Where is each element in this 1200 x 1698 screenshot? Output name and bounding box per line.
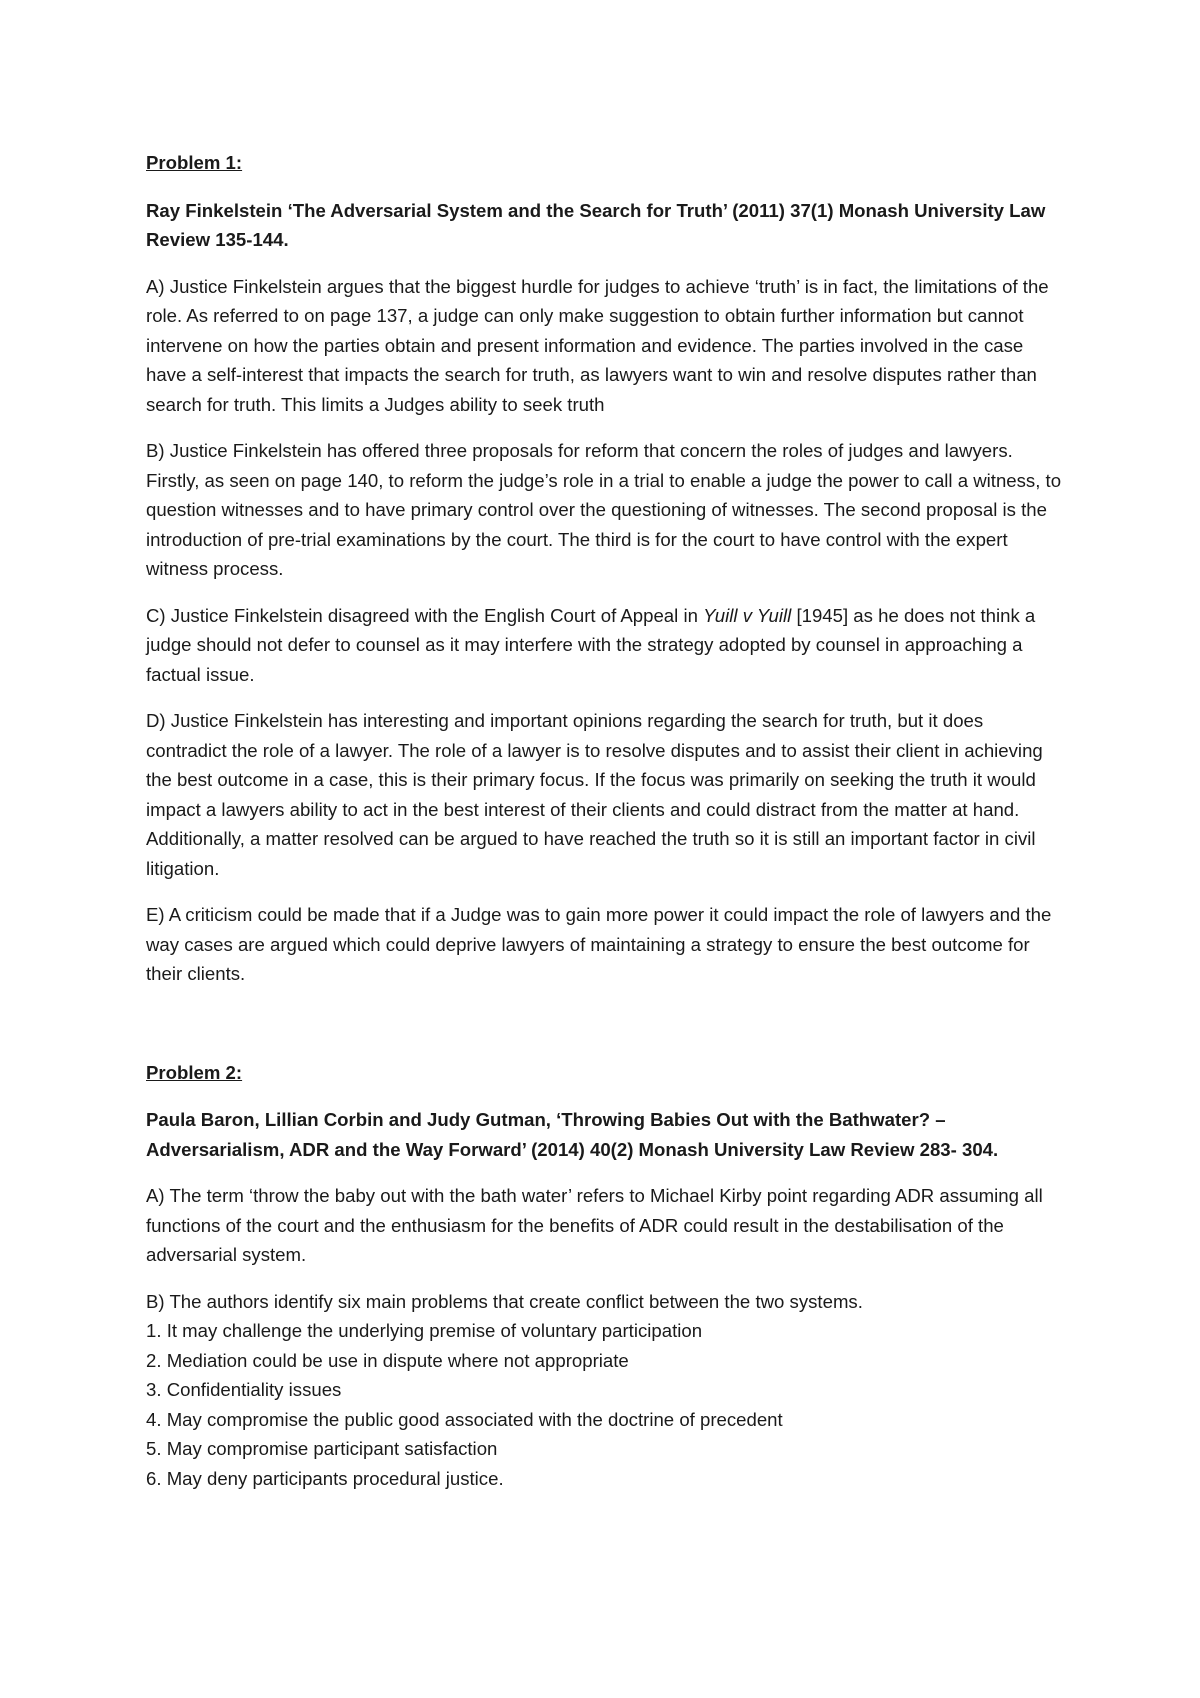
answer-text: The authors identify six main problems that create conflict between the two systems. — [169, 1290, 863, 1312]
list-item — [146, 1375, 1066, 1405]
list-number: 4. — [146, 1408, 162, 1430]
problem-1-answer-b — [146, 436, 1066, 584]
list-text: May compromise the public good associated with the doctrine of precedent — [166, 1408, 783, 1430]
problem-2-citation: Paula Baron, Lillian Corbin and Judy Gutman, ‘Throwing Babies Out with the Bathwater? – Adversarialism, ADR and the Way Forward’ (2014) 40(2) Monash University Law Review 283- 304. — [146, 1109, 999, 1160]
problem-2-answer-a — [146, 1181, 1066, 1270]
answer-label: B) — [146, 440, 165, 461]
answer-label: A) — [146, 1185, 165, 1206]
answer-b-intro — [146, 1287, 1066, 1317]
problem-2-heading: Problem 2: — [146, 1061, 243, 1083]
list-text: Mediation could be use in dispute where not appropriate — [166, 1349, 629, 1371]
section-spacer — [146, 1006, 1066, 1058]
problem-1-answer-c — [146, 601, 1066, 690]
problem-1-answer-d — [146, 706, 1066, 883]
list-item — [146, 1405, 1066, 1435]
problem-2-section — [146, 1058, 1066, 1494]
list-item — [146, 1464, 1066, 1494]
answer-text: Justice Finkelstein has offered three proposals for reform that concern the roles of judges and lawyers. Firstly, as seen on page 140, to reform the judge’s role in a trial to enable a judge the power to call a witness, to question witnesses and to have primary control over the questioning of witnesses. The second proposal is the introduction of pre-trial examinations by the court. The third is for the court to have control with the expert witness process. — [146, 440, 1062, 579]
problem-1-section — [146, 148, 1066, 989]
answer-label: E) — [146, 904, 165, 925]
list-text: May deny participants procedural justice. — [166, 1467, 504, 1489]
answer-text: The term ‘throw the baby out with the bath water’ refers to Michael Kirby point regarding ADR assuming all functions of the court and the enthusiasm for the benefits of ADR could result in the destabilisation of the adversarial system. — [146, 1185, 1043, 1265]
answer-label: B) — [146, 1290, 165, 1312]
problem-1-answer-e — [146, 900, 1066, 989]
answer-text-continued: [1945] as he does not think a judge should not defer to counsel as it may interfere with the strategy adopted by counsel in approaching a factual issue. — [146, 604, 1036, 685]
problem-1-heading: Problem 1: — [146, 152, 243, 173]
answer-label: D) — [146, 710, 166, 731]
case-name: Yuill v Yuill — [703, 604, 792, 626]
problems-list — [146, 1316, 1066, 1493]
problem-1-citation: Ray Finkelstein ‘The Adversarial System and the Search for Truth’ (2011) 37(1) Monash University Law Review 135-144. — [146, 199, 1046, 250]
document-page — [146, 148, 1066, 1493]
problem-1-answer-a — [146, 272, 1066, 420]
answer-text: Justice Finkelstein argues that the biggest hurdle for judges to achieve ‘truth’ is in fact, the limitations of the role. As referred to on page 137, a judge can only make suggestion to obtain further information but cannot intervene on how the parties obtain and present information and evidence. The parties involved in the case have a self-interest that impacts the search for truth, as lawyers want to win and resolve disputes rather than search for truth. This limits a Judges ability to seek truth — [146, 275, 1049, 415]
answer-label: C) — [146, 604, 166, 626]
list-number: 6. — [146, 1467, 162, 1489]
list-item — [146, 1346, 1066, 1376]
list-number: 3. — [146, 1379, 162, 1400]
list-number: 2. — [146, 1349, 162, 1371]
problem-2-answer-b — [146, 1287, 1066, 1494]
list-text: Confidentiality issues — [166, 1379, 342, 1400]
answer-text: A criticism could be made that if a Judge was to gain more power it could impact the role of lawyers and the way cases are argued which could deprive lawyers of maintaining a strategy to ensure the best outcome for their clients. — [146, 904, 1052, 984]
list-text: May compromise participant satisfaction — [166, 1438, 498, 1459]
list-text: It may challenge the underlying premise of voluntary participation — [166, 1320, 703, 1341]
list-item — [146, 1434, 1066, 1464]
answer-text: Justice Finkelstein disagreed with the English Court of Appeal in — [170, 604, 704, 626]
list-number: 5. — [146, 1438, 162, 1459]
answer-label: A) — [146, 275, 165, 297]
answer-text: Justice Finkelstein has interesting and important opinions regarding the search for truth, but it does contradict the role of a lawyer. The role of a lawyer is to resolve disputes and to assist their client in achieving the best outcome in a case, this is their primary focus. If the focus was primarily on seeking the truth it would impact a lawyers ability to act in the best interest of their clients and could distract from the matter at hand. Additionally, a matter resolved can be argued to have reached the truth so it is still an important factor in civil litigation. — [146, 710, 1043, 879]
list-item — [146, 1316, 1066, 1346]
list-number: 1. — [146, 1320, 162, 1341]
